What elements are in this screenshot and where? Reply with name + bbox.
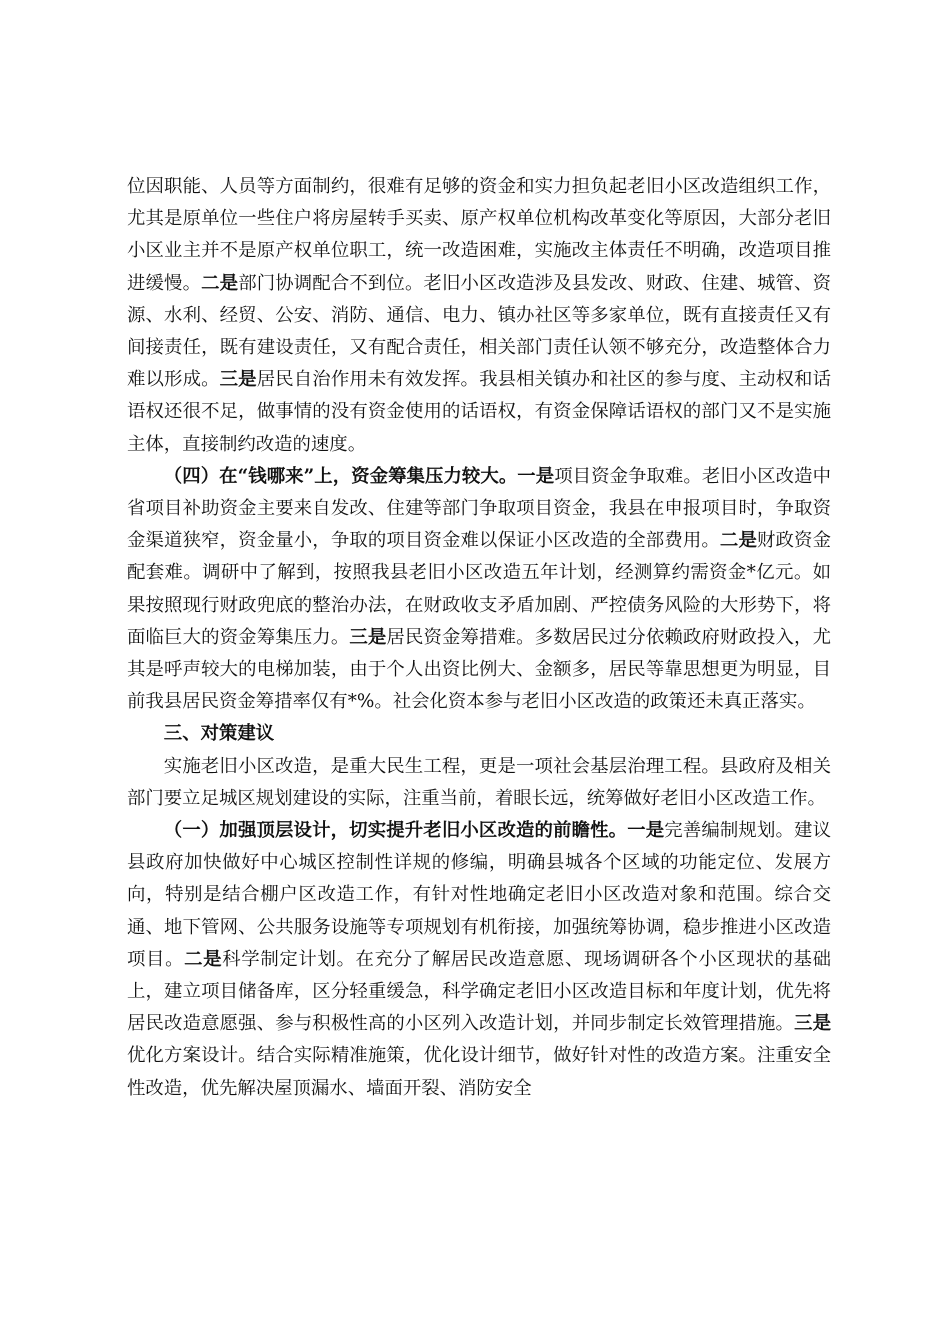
text-segment: 部门协调配合不到位。老旧小区改造涉及县发改、财政、住建、城管、资源、水利、经贸、公安、消防、通信、电力、镇办社区等多家单位，既有直接责任又有间接责任，既有建设责任，又有配合责任，相关部门责任认领不够充分，改造整体合力难以形成。 [127,272,831,391]
subsection-heading: （一）加强顶层设计，切实提升老旧小区改造的前瞻性。 [163,820,628,842]
text-segment: 完善编制规划。建议县政府加快做好中心城区控制性详规的修编，明确县城各个区域的功能定位、发展方向，特别是结合棚户区改造工作，有针对性地确定老旧小区改造对象和范围。综合交通、地下管网、公共服务设施等专项规划有机衔接，加强统筹协调，稳步推进小区改造项目。 [127,820,831,970]
text-segment: 优化方案设计。结合实际精准施策，优化设计细节，做好针对性的改造方案。注重安全性改造，优先解决屋顶漏水、墙面开裂、消防安全 [127,1045,831,1099]
text-segment: 位因职能、人员等方面制约，很难有足够的资金和实力担负起老旧小区改造组织工作，尤其是原单位一些住户将房屋转手买卖、原产权单位机构改革变化等原因，大部分老旧小区业主并不是原产权单位职工，统一改造困难，实施改主体责任不明确，改造项目推进缓慢。 [127,176,831,294]
paragraph-top-level-design [127,815,831,1105]
lead-phrase: 一是 [517,465,555,487]
text-segment: 居民资金筹措难。多数居民过分依赖政府财政投入，尤其是呼声较大的电梯加装，由于个人出资比例大、金额多，居民等靠思想更为明显，目前我县居民资金筹措率仅有*%。社会化资本参与老旧小区改造的政策还未真正落实。 [127,626,831,713]
lead-phrase: 三是 [349,626,387,648]
text-segment: 财政资金配套难。调研中了解到，按照我县老旧小区改造五年计划，经测算约需资金*亿元。如果按照现行财政兜底的整治办法，在财政收支矛盾加剧、严控债务风险的大形势下，将面临巨大的资金筹集压力。 [127,530,831,648]
document-page [127,171,831,1105]
text-segment: 科学制定计划。在充分了解居民改造意愿、现场调研各个小区现状的基础上，建立项目储备库，区分轻重缓急，科学确定老旧小区改造目标和年度计划，优先将居民改造意愿强、参与积极性高的小区列入改造计划，并同步制定长效管理措施。 [127,948,831,1035]
paragraph-responsibility [127,171,831,461]
lead-phrase: 三是 [794,1013,831,1035]
lead-phrase: 二是 [184,948,223,970]
lead-phrase: 二是 [201,272,239,294]
text-segment: 项目资金争取难。老旧小区改造中省项目补助资金主要来自发改、住建等部门争取项目资金，我县在申报项目时，争取资金渠道狭窄，资金量小，争取的项目资金难以保证小区改造的全部费用。 [127,465,831,552]
paragraph-intro: 实施老旧小区改造，是重大民生工程，更是一项社会基层治理工程。县政府及相关部门要立足城区规划建设的实际，注重当前，着眼长远，统筹做好老旧小区改造工作。 [127,755,831,809]
text-segment: 居民自治作用未有效发挥。我县相关镇办和社区的参与度、主动权和话语权还很不足，做事情的没有资金使用的话语权，有资金保障话语权的部门又不是实施主体，直接制约改造的速度。 [127,369,831,455]
lead-phrase: 一是 [627,820,665,842]
lead-phrase: 三是 [219,369,257,391]
section-title: 三、对策建议 [163,723,275,745]
lead-phrase: 二是 [719,530,757,552]
subsection-heading: （四）在“钱哪来”上，资金筹集压力较大。 [163,465,518,487]
paragraph-funding-pressure [127,461,831,719]
